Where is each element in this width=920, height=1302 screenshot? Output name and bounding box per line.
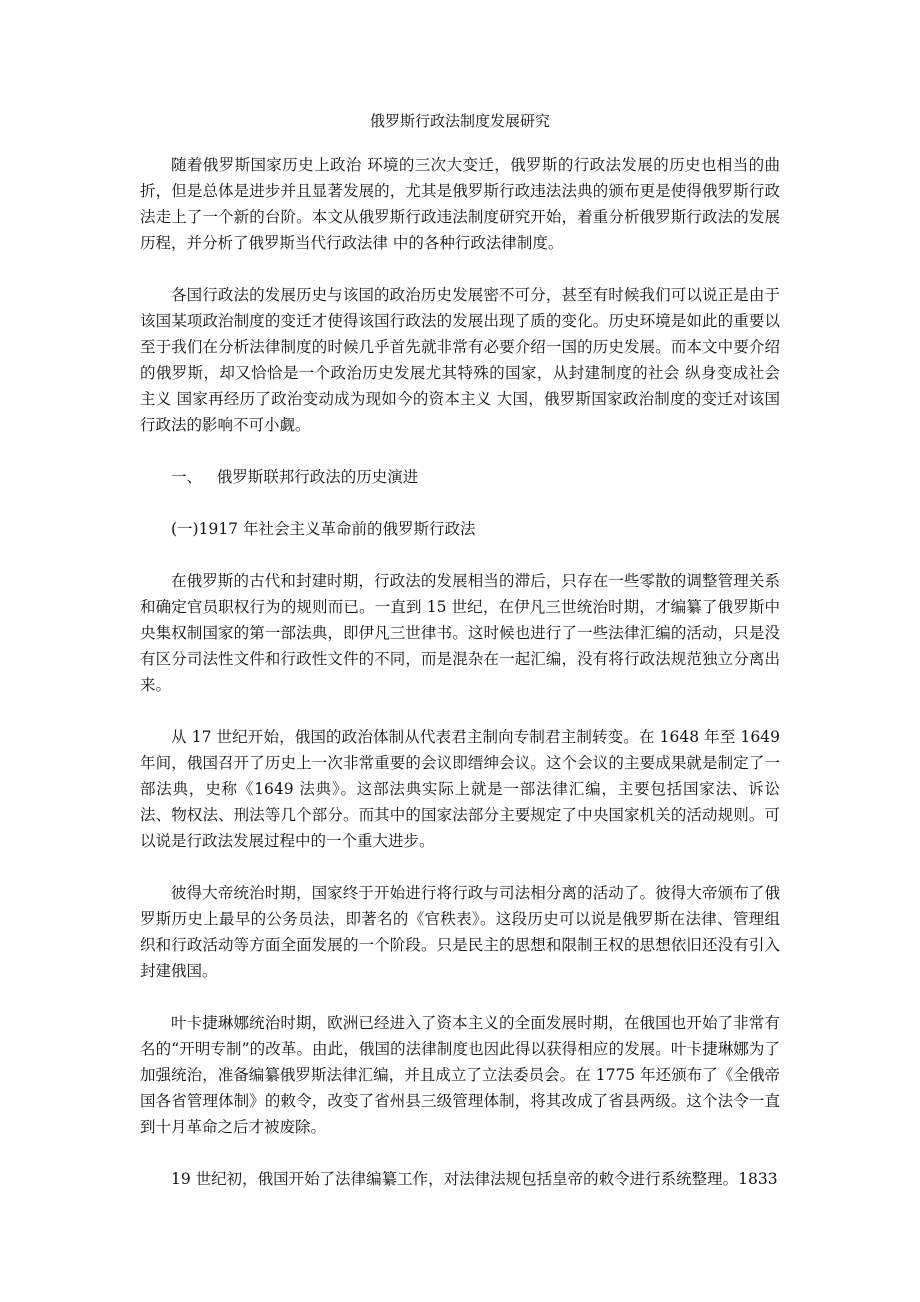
body-paragraph-5: 19 世纪初，俄国开始了法律编纂工作，对法律法规包括皇帝的敕令进行系统整理。1833 [171,1170,778,1188]
body-paragraph-2: 从 17 世纪开始，俄国的政治体制从代表君主制向专制君主制转变。在 1648 年至 1649 年间，俄国召开了历史上一次非常重要的会议即缙绅会议。这个会议的主要成果就是制定了一部法典，史称《1649 法典》。这部法典实际上就是一部法律汇编，主要包括国家法、诉讼法、物权法、刑法等几个部分。而其中的国家法部分主要规定了中央国家机关的活动规则。可以说是行政法发展过程中的一个重大进步。 [140,728,780,850]
document-page [140,110,780,1192]
intro-paragraph-2: 各国行政法的发展历史与该国的政治历史发展密不可分，甚至有时候我们可以说正是由于该国某项政治制度的变迁才使得该国行政法的发展出现了质的变化。历史环境是如此的重要以至于我们在分析法律制度的时候几乎首先就非常有必要介绍一国的历史发展。而本文中要介绍的俄罗斯，却又恰恰是一个政治历史发展尤其特殊的国家，从封建制度的社会 纵身变成社会主义 国家再经历了政治变动成为现如今的资本主义 大国，俄罗斯国家政治制度的变迁对该国行政法的影响不可小觑。 [140,286,780,434]
subsection-heading: (一)1917 年社会主义革命前的俄罗斯行政法 [171,520,476,538]
body-paragraph-1: 在俄罗斯的古代和封建时期，行政法的发展相当的滞后，只存在一些零散的调整管理关系和确定官员职权行为的规则而已。一直到 15 世纪，在伊凡三世统治时期，才编纂了俄罗斯中央集权制国家的第一部法典，即伊凡三世律书。这时候也进行了一些法律汇编的活动，只是没有区分司法性文件和行政性文件的不同，而是混杂在一起汇编，没有将行政法规范独立分离出来。 [140,572,780,694]
intro-paragraph-1: 随着俄罗斯国家历史上政治 环境的三次大变迁，俄罗斯的行政法发展的历史也相当的曲折，但是总体是进步并且显著发展的，尤其是俄罗斯行政违法法典的颁布更是使得俄罗斯行政法走上了一个新的台阶。本文从俄罗斯行政违法制度研究开始，着重分析俄罗斯行政法的发展历程，并分析了俄罗斯当代行政法律 中的各种行政法律制度。 [140,156,780,252]
document-title: 俄罗斯行政法制度发展研究 [369,112,550,130]
section-heading: 一、 俄罗斯联邦行政法的历史演进 [171,468,419,486]
body-paragraph-3: 彼得大帝统治时期，国家终于开始进行将行政与司法相分离的活动了。彼得大帝颁布了俄罗斯历史上最早的公务员法，即著名的《官秩表》。这段历史可以说是俄罗斯在法律、管理组织和行政活动等方面全面发展的一个阶段。只是民主的思想和限制王权的思想依旧还没有引入封建俄国。 [140,884,780,980]
body-paragraph-4: 叶卡捷琳娜统治时期，欧洲已经进入了资本主义的全面发展时期，在俄国也开始了非常有名的“开明专制”的改革。由此，俄国的法律制度也因此得以获得相应的发展。叶卡捷琳娜为了加强统治，准备编纂俄罗斯法律汇编，并且成立了立法委员会。在 1775 年还颁布了《全俄帝国各省管理体制》的敕令，改变了省州县三级管理体制，将其改成了省县两级。这个法令一直到十月革命之后才被废除。 [140,1014,780,1136]
